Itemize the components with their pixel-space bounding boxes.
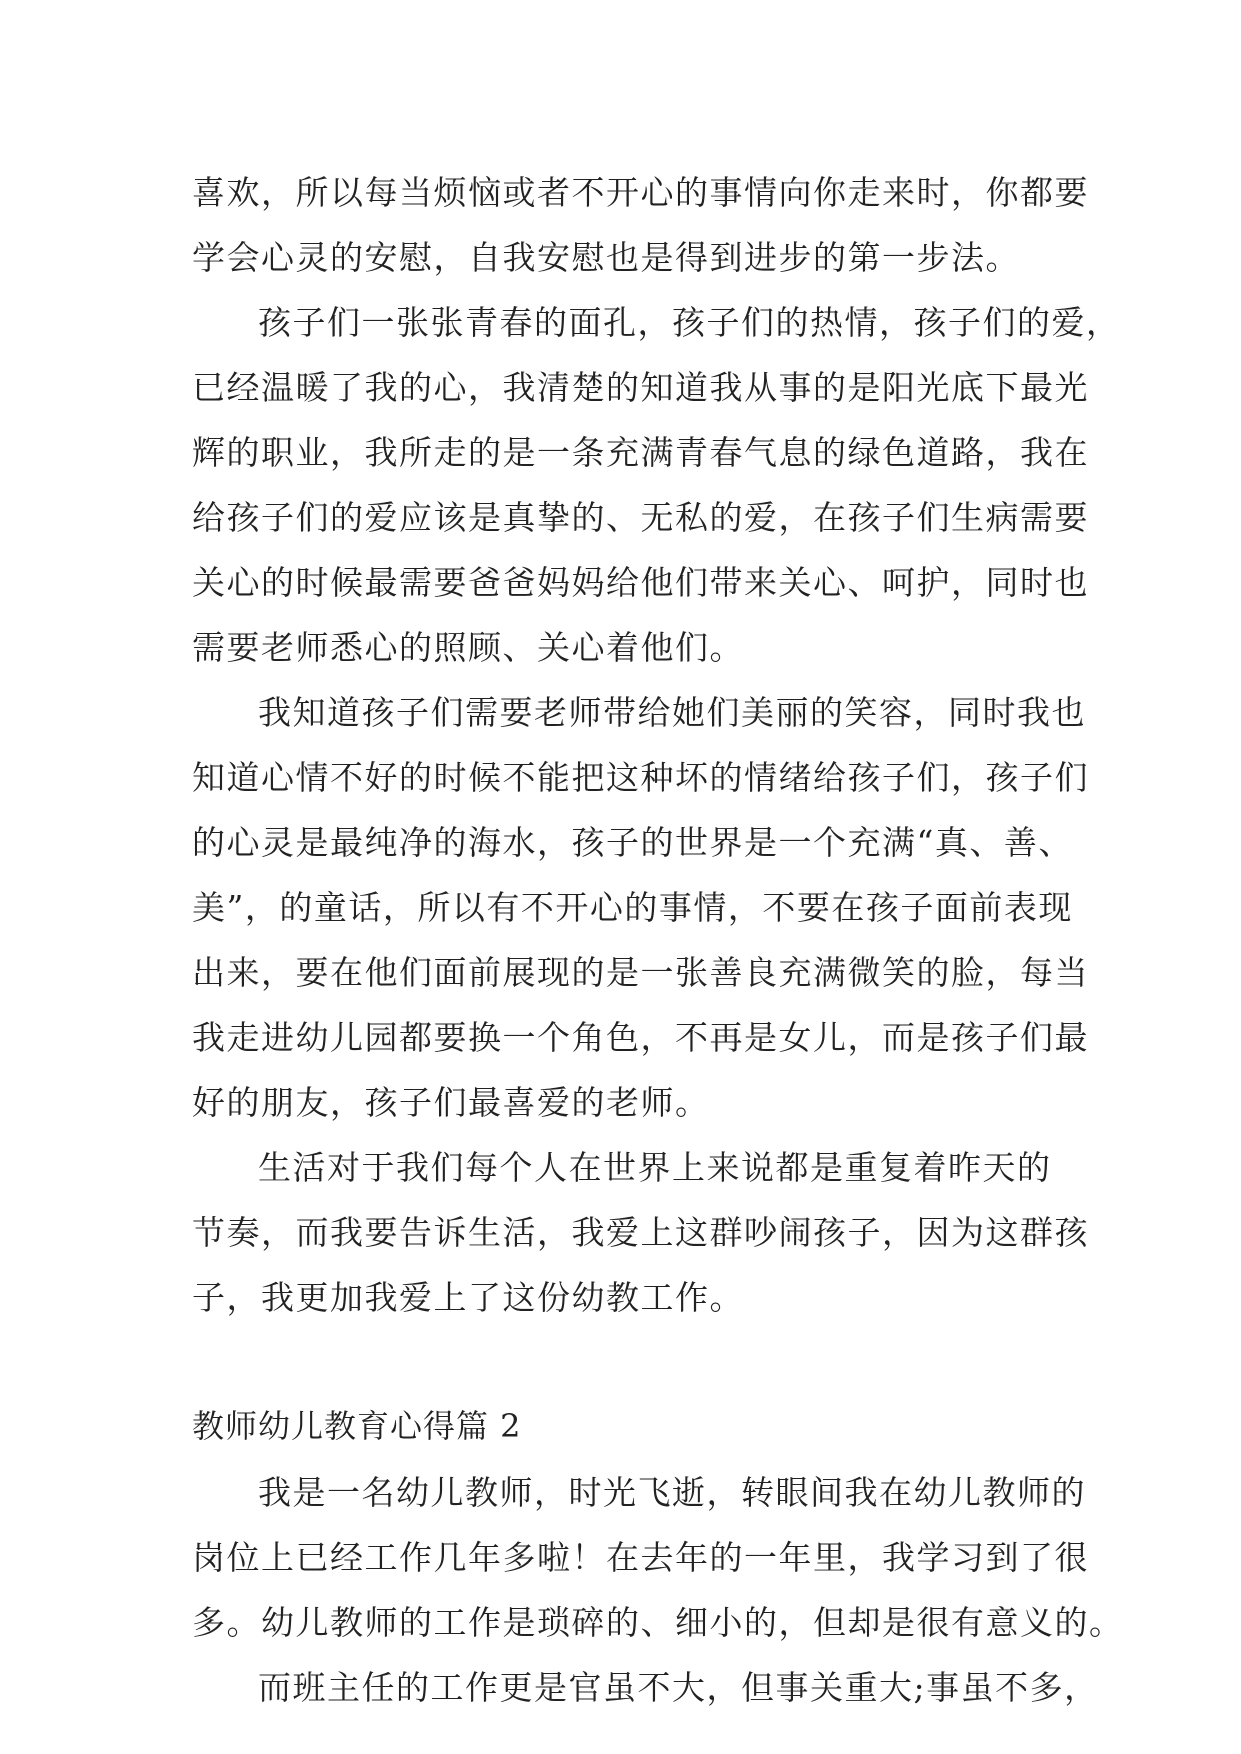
- text-line: 生活对于我们每个人在世界上来说都是重复着昨天的: [258, 1148, 1052, 1187]
- section-heading: 教师幼儿教育心得篇 2: [192, 1407, 522, 1445]
- text-line: 知道心情不好的时候不能把这种坏的情绪给孩子们，孩子们: [192, 758, 1089, 797]
- document-body: [192, 160, 1124, 1720]
- text-line: 学会心灵的安慰，自我安慰也是得到进步的第一步法。: [192, 238, 1020, 277]
- text-line: 的心灵是最纯净的海水，孩子的世界是一个充满“真、善、: [192, 823, 1073, 862]
- section-2: [192, 1392, 1124, 1720]
- paragraph-continuation: [192, 160, 1089, 290]
- paragraph-children-faces: [192, 290, 1121, 680]
- text-line: 我是一名幼儿教师，时光飞逝，转眼间我在幼儿教师的: [258, 1473, 1086, 1512]
- text-line: 出来，要在他们面前展现的是一张善良充满微笑的脸，每当: [192, 953, 1089, 992]
- text-line: 好的朋友，孩子们最喜爱的老师。: [192, 1083, 710, 1122]
- text-line: 而班主任的工作更是官虽不大，但事关重大;事虽不多，: [258, 1668, 1099, 1707]
- text-line: 我走进幼儿园都要换一个角色，不再是女儿，而是孩子们最: [192, 1018, 1089, 1057]
- text-line: 岗位上已经工作几年多啦！在去年的一年里，我学习到了很: [192, 1538, 1089, 1577]
- section-spacer: [192, 1330, 1072, 1392]
- text-line: 关心的时候最需要爸爸妈妈给他们带来关心、呵护，同时也: [192, 563, 1089, 602]
- paragraph-smile: [192, 680, 1089, 1135]
- text-line: 子，我更加我爱上了这份幼教工作。: [192, 1278, 744, 1317]
- paragraph-teacher-intro: [192, 1460, 1124, 1655]
- paragraph-life: [192, 1135, 1089, 1330]
- text-line: 喜欢，所以每当烦恼或者不开心的事情向你走来时，你都要: [192, 173, 1089, 212]
- paragraph-head-teacher: [192, 1655, 1099, 1720]
- text-line: 美”，的童话，所以有不开心的事情，不要在孩子面前表现: [192, 888, 1073, 927]
- text-line: 给孩子们的爱应该是真挚的、无私的爱，在孩子们生病需要: [192, 498, 1089, 537]
- text-line: 多。幼儿教师的工作是琐碎的、细小的，但却是很有意义的。: [192, 1603, 1124, 1642]
- text-line: 我知道孩子们需要老师带给她们美丽的笑容，同时我也: [258, 693, 1086, 732]
- text-line: 辉的职业，我所走的是一条充满青春气息的绿色道路，我在: [192, 433, 1089, 472]
- text-line: 需要老师悉心的照顾、关心着他们。: [192, 628, 744, 667]
- text-line: 节奏，而我要告诉生活，我爱上这群吵闹孩子，因为这群孩: [192, 1213, 1089, 1252]
- text-line: 已经温暖了我的心，我清楚的知道我从事的是阳光底下最光: [192, 368, 1089, 407]
- text-line: 孩子们一张张青春的面孔，孩子们的热情，孩子们的爱，: [258, 303, 1121, 342]
